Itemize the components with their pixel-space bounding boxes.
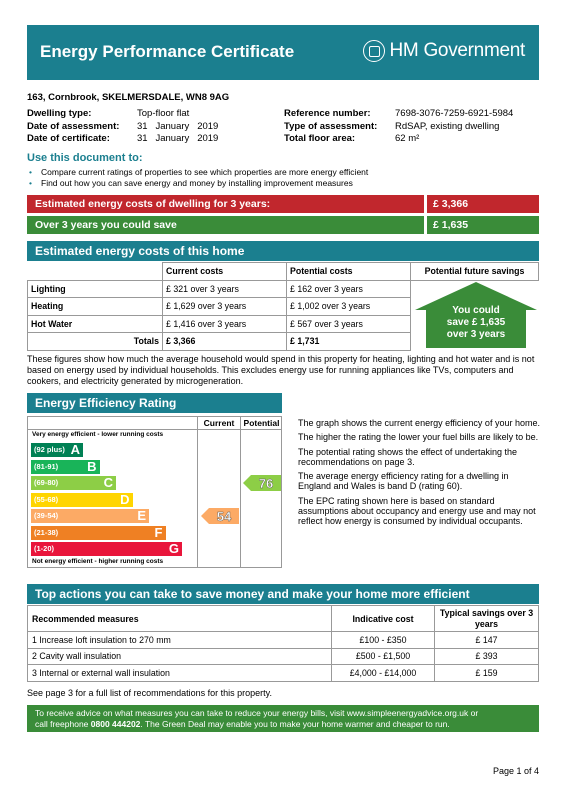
eer-paragraph: The higher the rating the lower your fuel bills are likely to be.	[298, 432, 539, 443]
band-range: (92 plus)	[34, 445, 65, 454]
header-banner	[27, 25, 539, 80]
eer-section-title: Energy Efficiency Rating	[27, 393, 282, 413]
advice-banner	[27, 705, 539, 732]
indicative-cost: £500 - £1,500	[332, 648, 435, 665]
cost-summary-label: Estimated energy costs of dwelling for 3 years:	[27, 195, 424, 213]
band-letter: C	[103, 475, 113, 490]
reference-value: 7698-3076-7259-6921-5984	[395, 108, 514, 119]
table-row	[28, 632, 539, 649]
column-header: Recommended measures	[28, 606, 332, 632]
typical-saving: £ 393	[435, 648, 539, 665]
typical-saving: £ 159	[435, 665, 539, 682]
column-header: Potential costs	[287, 263, 411, 281]
savings-line: You could	[452, 305, 500, 316]
current-rating-arrow	[201, 508, 239, 524]
total-potential: £ 1,731	[287, 333, 411, 351]
crest-icon	[363, 40, 385, 62]
column-header: Current costs	[163, 263, 287, 281]
measure: 1 Increase loft insulation to 270 mm	[28, 632, 332, 649]
potential-cost: £ 567 over 3 years	[287, 315, 411, 333]
page-title: Energy Performance Certificate	[40, 42, 295, 61]
savings-summary-bar	[27, 216, 539, 234]
column-header: Potential future savings	[411, 263, 539, 281]
band-letter: B	[87, 458, 97, 474]
band-letter: D	[120, 491, 130, 507]
rating-band-a	[31, 443, 83, 457]
table-row	[28, 665, 539, 682]
current-column-header: Current	[203, 418, 235, 428]
costs-section-title: Estimated energy costs of this home	[27, 241, 539, 261]
potential-cost: £ 162 over 3 years	[287, 280, 411, 298]
advice-text: . The Green Deal may enable you to make your home warmer and cheaper to run.	[140, 718, 450, 729]
totals-label: Totals	[28, 333, 163, 351]
floor-area-value: 62 m²	[395, 133, 420, 144]
rating-band-b	[31, 460, 100, 474]
potential-column-header: Potential	[243, 418, 280, 428]
savings-callout	[413, 305, 539, 341]
column-header: Typical savings over 3 years	[435, 606, 539, 632]
band-range: (21-38)	[34, 527, 59, 537]
current-cost: £ 1,629 over 3 years	[163, 298, 287, 316]
band-letter: G	[168, 541, 179, 556]
costs-note: These figures show how much the average household would spend in this property for heating, lighting and hot water and is not based on energy used by individual households. This excludes energy use for running appliances like TVs, computers and cookers, and electricity generated by microgeneration.	[27, 354, 535, 386]
certificate-date-label: Date of certificate:	[27, 133, 110, 144]
band-range: (69-80)	[34, 478, 59, 487]
list-item: • Find out how you can save energy and money by installing improvement measures	[27, 178, 368, 189]
advice-line: To receive advice on what measures you can take to reduce your energy bills, visit www.simpleenergyadvice.org.uk or	[35, 708, 479, 718]
band-letter: F	[154, 524, 163, 540]
current-cost: £ 321 over 3 years	[163, 280, 287, 298]
dwelling-type-value: Top-floor flat	[137, 108, 190, 119]
eer-paragraph: The average energy efficiency rating for a dwelling in England and Wales is band D (rating 60).	[298, 471, 509, 492]
band-range: (55-68)	[34, 494, 59, 504]
reference-label: Reference number:	[284, 108, 371, 119]
floor-area-label: Total floor area:	[284, 133, 356, 144]
band-range: (1-20)	[34, 544, 55, 553]
band-range: (39-54)	[34, 511, 59, 520]
eer-paragraph: The EPC rating shown here is based on standard assumptions about occupancy and energy use and may not reflect how energy is consumed by individual occupants.	[298, 495, 536, 527]
government-logo	[363, 40, 525, 62]
list-item: • Compare current ratings of properties to see which properties are more energy efficient	[27, 167, 368, 178]
page-number: Page 1 of 4	[492, 766, 539, 776]
savings-line: over 3 years	[446, 329, 506, 340]
property-info-right	[284, 108, 513, 146]
band-letter: E	[137, 508, 146, 523]
total-current: £ 3,366	[163, 333, 287, 351]
savings-summary-label: Over 3 years you could save	[27, 216, 424, 234]
rating-band-g	[31, 542, 182, 556]
assessment-type-value: RdSAP, existing dwelling	[395, 120, 500, 132]
freephone-number: 0800 444202	[90, 718, 141, 729]
indicative-cost: £100 - £350	[332, 632, 435, 649]
table-header-row	[28, 606, 539, 632]
property-info-left	[27, 108, 218, 146]
assessment-date-label: Date of assessment:	[27, 120, 120, 132]
eer-explanation	[298, 418, 540, 531]
table-row	[28, 648, 539, 665]
advice-line	[35, 719, 531, 730]
property-address: 163, Cornbrook, SKELMERSDALE, WN8 9AG	[27, 92, 230, 103]
rating-band-f	[31, 526, 166, 540]
dwelling-type-label: Dwelling type:	[27, 108, 92, 119]
current-cost: £ 1,416 over 3 years	[163, 315, 287, 333]
row-label: Hot Water	[28, 315, 163, 333]
potential-cost: £ 1,002 over 3 years	[287, 298, 411, 316]
certificate-date-value: 31 January 2019	[137, 133, 219, 144]
eer-paragraph: The potential rating shows the effect of undertaking the recommendations on page 3.	[298, 446, 517, 467]
top-efficiency-note: Very energy efficient - lower running costs	[32, 431, 164, 438]
assessment-type-label: Type of assessment:	[284, 120, 378, 132]
column-header: Indicative cost	[332, 606, 435, 632]
row-label: Heating	[28, 298, 163, 316]
advice-text: call freephone	[35, 718, 91, 729]
indicative-cost: £4,000 - £14,000	[332, 665, 435, 682]
band-letter: A	[70, 442, 80, 457]
table-header-row	[28, 263, 539, 281]
row-label: Lighting	[28, 280, 163, 298]
rating-band-e	[31, 509, 149, 523]
assessment-date-value: 31 January 2019	[137, 120, 219, 132]
band-range: (81-91)	[34, 461, 59, 471]
measure: 3 Internal or external wall insulation	[28, 665, 332, 682]
savings-line: save £ 1,635	[446, 317, 506, 328]
cost-summary-value: £ 3,366	[427, 195, 539, 213]
actions-footnote: See page 3 for a full list of recommendations for this property.	[27, 688, 272, 698]
savings-summary-value: £ 1,635	[427, 216, 539, 234]
bottom-efficiency-note: Not energy efficient - higher running costs	[32, 558, 164, 565]
rating-band-d	[31, 493, 133, 507]
current-rating-arrow-value: 54	[216, 509, 232, 524]
actions-table	[27, 605, 539, 682]
rating-band-c	[31, 476, 116, 490]
use-document-heading: Use this document to:	[27, 152, 143, 164]
actions-section-title: Top actions you can take to save money and make your home more efficient	[27, 584, 539, 604]
cost-summary-bar	[27, 195, 539, 213]
government-name: HM Government	[389, 40, 525, 61]
measure: 2 Cavity wall insulation	[28, 648, 332, 665]
typical-saving: £ 147	[435, 632, 539, 649]
potential-rating-arrow-value: 76	[258, 476, 274, 491]
use-document-list	[27, 167, 368, 189]
eer-chart	[27, 416, 282, 568]
potential-rating-arrow	[243, 475, 281, 491]
eer-paragraph: The graph shows the current energy efficiency of your home.	[298, 418, 540, 428]
